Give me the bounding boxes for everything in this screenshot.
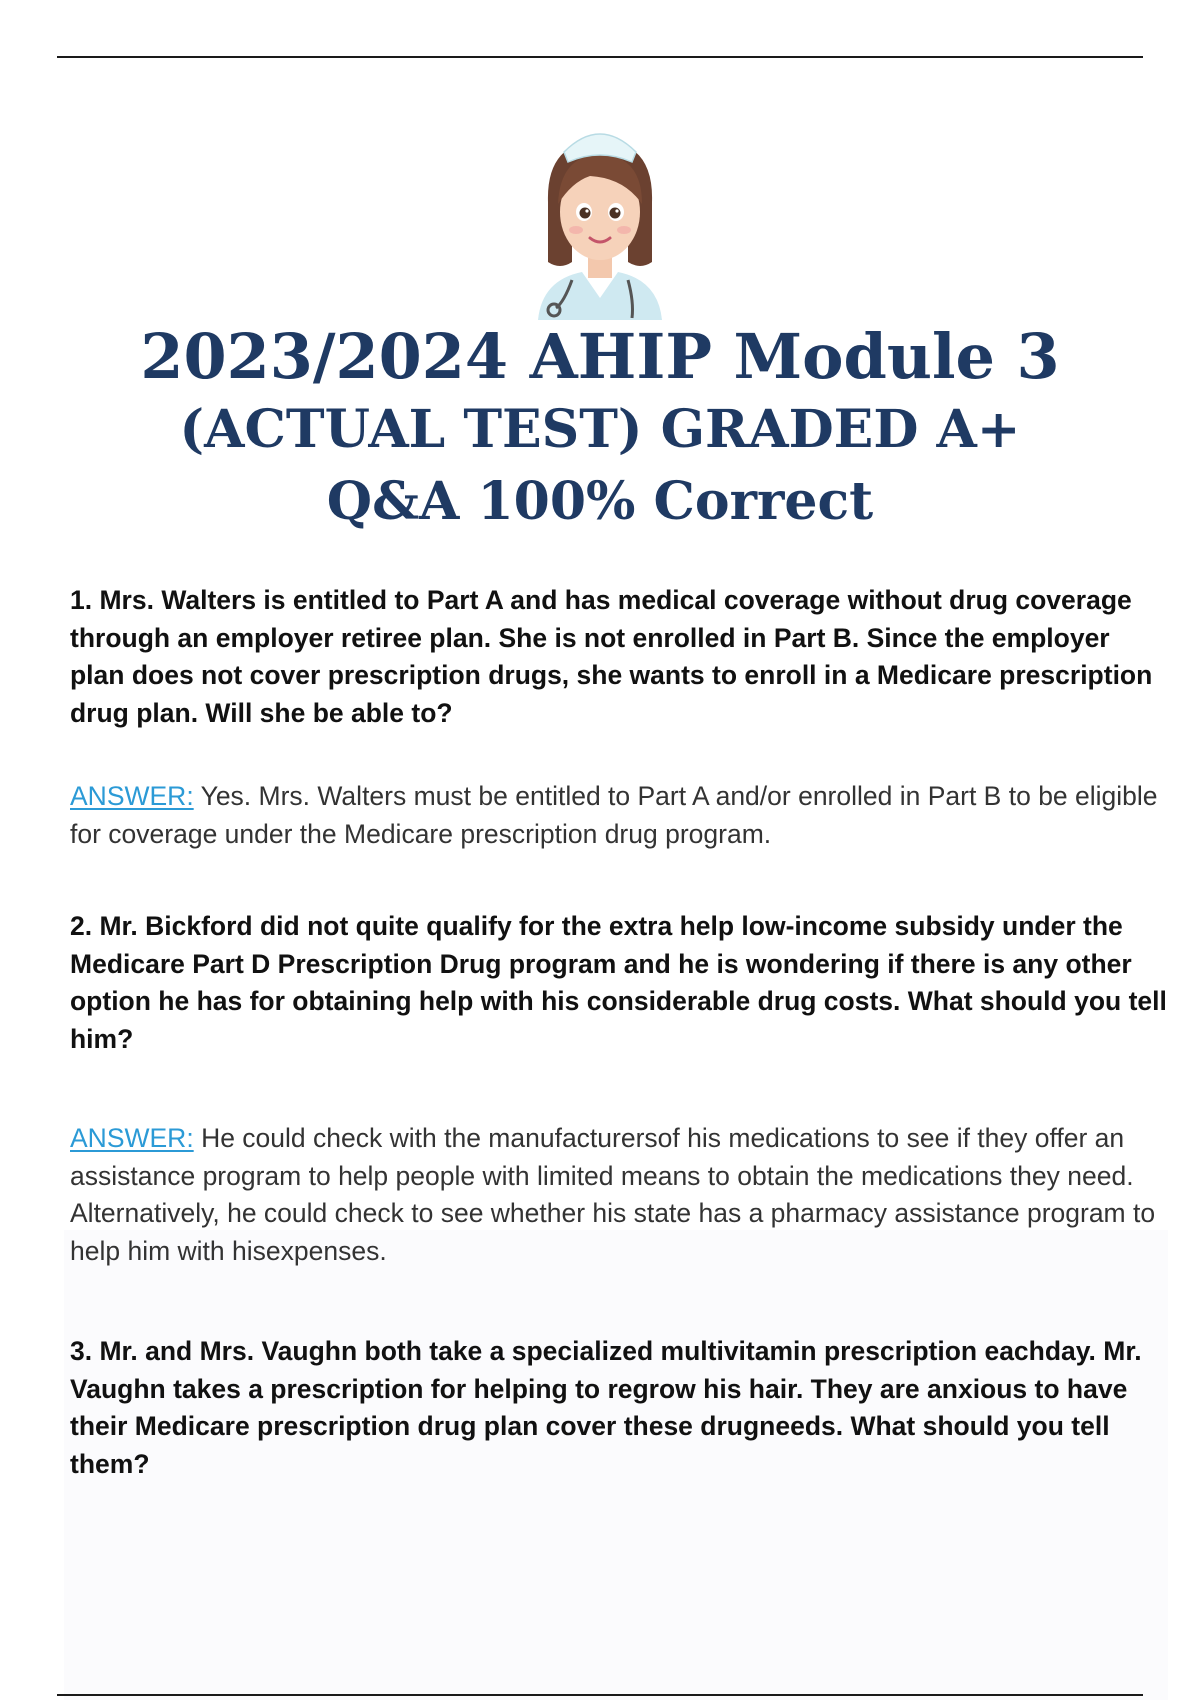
top-rule xyxy=(57,56,1143,58)
answer-label: ANSWER: xyxy=(70,1123,194,1153)
answer-2 xyxy=(70,1120,1170,1270)
question-1: 1. Mrs. Walters is entitled to Part A and has medical coverage without drug coverage through an employer retiree plan. She is not enrolled in Part B. Since the employer plan does not cover prescription drugs, she wants to enroll in a Medicare prescription drug plan. Will she be able to? xyxy=(70,585,1153,728)
bottom-rule xyxy=(57,1694,1143,1696)
nurse-illustration xyxy=(520,112,680,320)
document-title xyxy=(0,320,1200,538)
title-line-3: Q&A 100% Correct xyxy=(326,471,874,532)
answer-1 xyxy=(70,778,1170,853)
title-line-2: (ACTUAL TEST) GRADED A+ xyxy=(179,399,1021,460)
question-3: 3. Mr. and Mrs. Vaughn both take a specialized multivitamin prescription eachday. Mr. Vaughn takes a prescription for helping to regrow his hair. They are anxious to have their Medicare prescription drug plan cover these drugneeds. What should you tell them? xyxy=(70,1336,1142,1479)
answer-label: ANSWER: xyxy=(70,781,194,811)
answer-1-text: Yes. Mrs. Walters must be entitled to Part A and/or enrolled in Part B to be eligible for coverage under the Medicare prescription drug program. xyxy=(70,781,1158,849)
title-line-1: 2023/2024 AHIP Module 3 xyxy=(140,320,1060,393)
answer-2-text: He could check with the manufacturersof his medications to see if they offer an assistance program to help people with limited means to obtain the medications they need. Alternatively, he could check to see whether his state has a pharmacy assistance program to help him with hisexpenses. xyxy=(70,1123,1156,1266)
question-2: 2. Mr. Bickford did not quite qualify for the extra help low-income subsidy under the Medicare Part D Prescription Drug program and he is wondering if there is any other option he has for obtaining help with his considerable drug costs. What should you tell him? xyxy=(70,911,1167,1054)
